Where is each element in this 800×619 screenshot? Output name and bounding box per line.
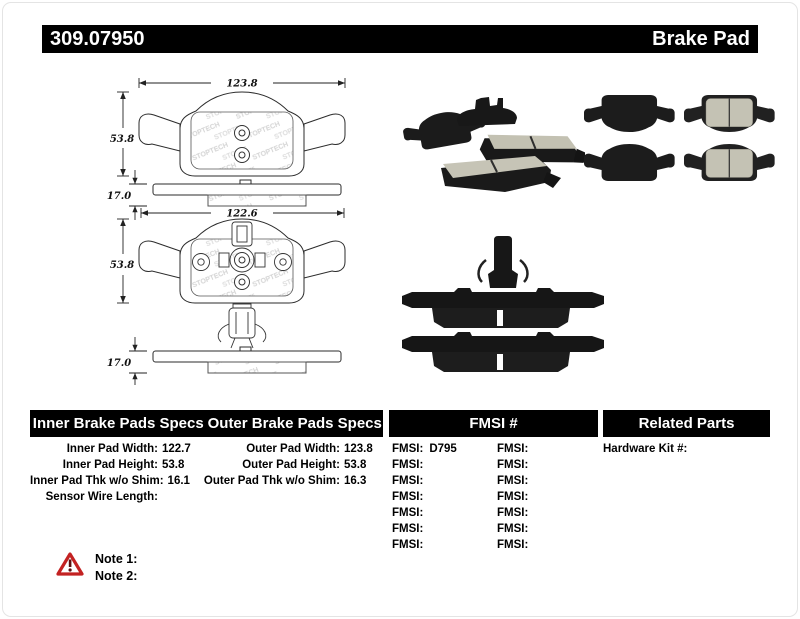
fmsi-row: FMSI: [392,507,424,519]
technical-drawings [95,72,360,387]
spec-row: Inner Pad Height: 53.8 [62,459,185,471]
inner-specs-title: Inner Brake Pads Specs [32,415,204,432]
outer-pad-width-dim: 123.8 [226,78,258,90]
photo-pads-angled [395,86,585,204]
fmsi-list-col2 [497,441,534,553]
fmsi-row: FMSI: [497,539,529,551]
title-bar [42,25,758,53]
spec-row: Outer Pad Height: 53.8 [242,459,367,471]
fmsi-row: FMSI: [497,475,529,487]
outer-pad-diagram [110,78,345,176]
fmsi-row: FMSI: [497,443,529,455]
outer-specs-list [200,441,388,489]
related-part-row: Hardware Kit #: [603,443,688,455]
fmsi-header [389,410,598,437]
inner-pad-height-dim: 53.8 [109,260,135,271]
note-1: Note 1: [95,552,138,566]
related-parts-list [603,441,773,457]
note-2: Note 2: [95,569,138,583]
outer-pad-height-dim: 53.8 [109,134,135,145]
fmsi-list-col1 [392,441,457,553]
fmsi-row: FMSI: [392,491,424,503]
photo-pads-flat-set [582,84,778,194]
sensor-clip-diagram [218,304,266,348]
notes-block [95,551,137,585]
fmsi-row: FMSI: [392,539,424,551]
outer-specs-title: Outer Brake Pads Specs [207,415,382,432]
fmsi-row: FMSI: [497,491,529,503]
fmsi-row: FMSI: [392,523,424,535]
inner-pad-side-view [107,337,341,385]
related-parts-header [603,410,770,437]
fmsi-row: FMSI: [497,459,529,471]
inner-pad-diagram [110,208,345,303]
spec-row: Outer Pad Thk w/o Shim: 16.3 [203,475,367,487]
inner-pad-width-dim: 122.6 [226,208,258,220]
sensor-clip-photo [479,236,528,288]
fmsi-row: FMSI: [392,459,424,471]
inner-pad-thickness-dim: 17.0 [106,358,132,369]
page-title: Brake Pad [652,27,750,50]
sensor-clip-photo [457,97,517,126]
inner-specs-list [30,441,218,505]
fmsi-row: FMSI: [392,475,424,487]
related-parts-title: Related Parts [638,415,735,432]
fmsi-row: FMSI: D795 [392,443,457,455]
spec-row: Inner Pad Width: 122.7 [66,443,191,455]
outer-pad-side-view [107,170,341,220]
part-number: 309.07950 [50,27,145,50]
pads-specs-header [30,410,383,437]
fmsi-row: FMSI: [497,507,529,519]
spec-row: Outer Pad Width: 123.8 [246,443,373,455]
warning-triangle-icon [56,551,84,577]
fmsi-title: FMSI # [469,415,518,432]
outer-pad-thickness-dim: 17.0 [106,191,132,202]
spec-row: Sensor Wire Length: [45,491,158,503]
spec-row: Inner Pad Thk w/o Shim: 16.1 [30,475,190,487]
fmsi-row: FMSI: [497,523,529,535]
photo-pads-edge-view [396,232,614,374]
